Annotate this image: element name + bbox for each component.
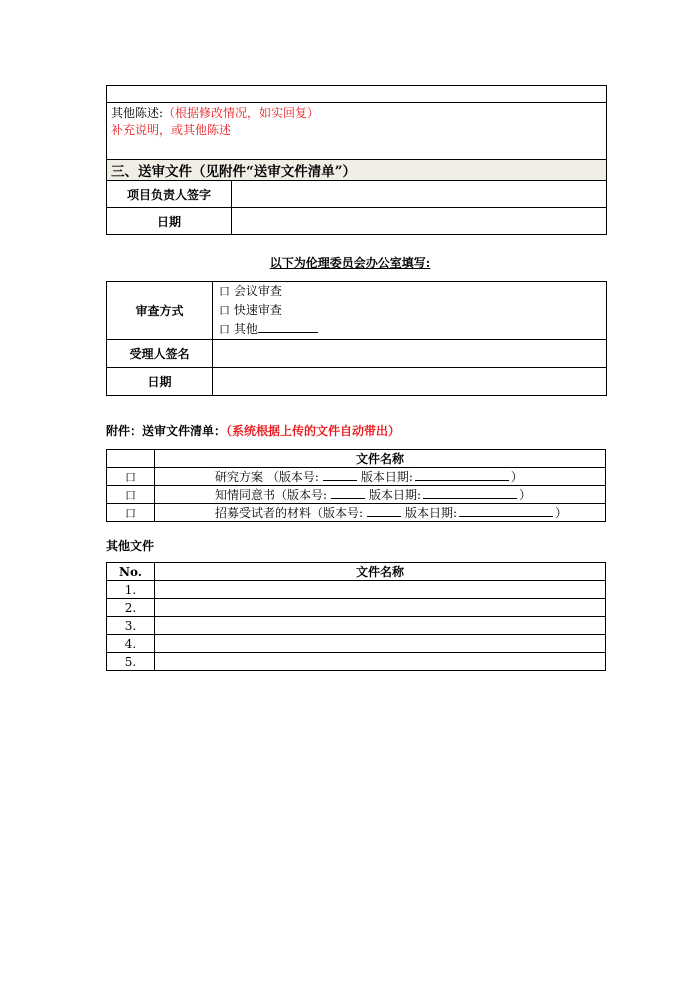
col-name-header: 文件名称 xyxy=(155,563,606,581)
option-label: 会议审查 xyxy=(233,284,282,298)
attachment-row xyxy=(107,504,606,522)
table-row xyxy=(107,635,606,653)
date-blank[interactable] xyxy=(459,505,553,517)
attachment-header-blank xyxy=(107,450,155,468)
option-meeting-review[interactable] xyxy=(219,282,606,301)
other-statement-supplement: 补充说明，或其他陈述 xyxy=(111,123,232,137)
attachment-table xyxy=(106,449,606,522)
other-files-table xyxy=(106,562,606,671)
review-method-label: 审查方式 xyxy=(107,282,213,340)
checkbox-icon: 口 xyxy=(219,285,230,298)
review-method-options xyxy=(213,282,607,340)
file-name-field[interactable] xyxy=(155,599,606,617)
row-number: 3. xyxy=(107,617,155,635)
checkbox-icon[interactable]: 口 xyxy=(107,468,155,486)
option-label: 快速审查 xyxy=(233,303,282,317)
other-statement-cell[interactable] xyxy=(107,103,607,160)
close-paren: ） xyxy=(510,470,523,484)
date-blank[interactable] xyxy=(415,469,509,481)
col-no-header: No. xyxy=(107,563,155,581)
version-blank[interactable] xyxy=(367,505,401,517)
signature-field[interactable] xyxy=(232,181,607,208)
attachment-header-name: 文件名称 xyxy=(155,450,606,468)
table-row xyxy=(107,617,606,635)
file-name-field[interactable] xyxy=(155,653,606,671)
date-blank[interactable] xyxy=(423,487,517,499)
file-name-field[interactable] xyxy=(155,581,606,599)
office-heading-text: 以下为伦理委员会办公室填写: xyxy=(269,256,431,270)
attachment-heading xyxy=(106,422,400,439)
version-date-label: 版本日期: xyxy=(405,506,458,520)
option-label: 其他 xyxy=(233,322,258,336)
row-number: 2. xyxy=(107,599,155,617)
table-row xyxy=(107,599,606,617)
attachment-file-cell xyxy=(155,486,606,504)
signature-label: 项目负责人签字 xyxy=(107,181,232,208)
attachment-file-cell xyxy=(155,504,606,522)
date-label: 日期 xyxy=(107,208,232,235)
attachment-row xyxy=(107,486,606,504)
file-name-field[interactable] xyxy=(155,617,606,635)
blank-row xyxy=(107,86,607,103)
file-name: 招募受试者的材料（版本号: xyxy=(215,506,364,520)
file-name-field[interactable] xyxy=(155,635,606,653)
section3-heading: 三、送审文件（见附件“送审文件清单”） xyxy=(107,160,607,181)
office-table xyxy=(106,281,607,396)
attachment-file-cell xyxy=(155,468,606,486)
checkbox-icon: 口 xyxy=(219,304,230,317)
version-blank[interactable] xyxy=(323,469,357,481)
table-row xyxy=(107,653,606,671)
top-form-table xyxy=(106,85,607,235)
row-number: 1. xyxy=(107,581,155,599)
date-field[interactable] xyxy=(232,208,607,235)
office-heading xyxy=(0,254,700,271)
version-blank[interactable] xyxy=(331,487,365,499)
receiver-label: 受理人签名 xyxy=(107,340,213,368)
file-name: 研究方案 （版本号: xyxy=(215,470,319,484)
office-date-label: 日期 xyxy=(107,368,213,396)
option-fast-review[interactable] xyxy=(219,301,606,320)
other-files-heading: 其他文件 xyxy=(106,539,155,553)
version-date-label: 版本日期: xyxy=(360,470,413,484)
other-blank-line[interactable] xyxy=(258,321,318,333)
office-date-field[interactable] xyxy=(213,368,607,396)
attachment-row xyxy=(107,468,606,486)
other-statement-label: 其他陈述: xyxy=(111,106,164,120)
table-row xyxy=(107,581,606,599)
receiver-field[interactable] xyxy=(213,340,607,368)
other-statement-note: （根据修改情况，如实回复） xyxy=(163,106,320,120)
close-paren: ） xyxy=(519,488,532,502)
row-number: 4. xyxy=(107,635,155,653)
row-number: 5. xyxy=(107,653,155,671)
attachment-heading-text: 附件：送审文件清单： xyxy=(106,424,227,438)
version-date-label: 版本日期: xyxy=(369,488,422,502)
option-other[interactable] xyxy=(219,320,606,339)
checkbox-icon[interactable]: 口 xyxy=(107,486,155,504)
checkbox-icon: 口 xyxy=(219,323,230,336)
file-name: 知情同意书（版本号: xyxy=(215,488,328,502)
close-paren: ） xyxy=(555,506,568,520)
checkbox-icon[interactable]: 口 xyxy=(107,504,155,522)
attachment-red-note: （系统根据上传的文件自动带出） xyxy=(226,424,401,438)
